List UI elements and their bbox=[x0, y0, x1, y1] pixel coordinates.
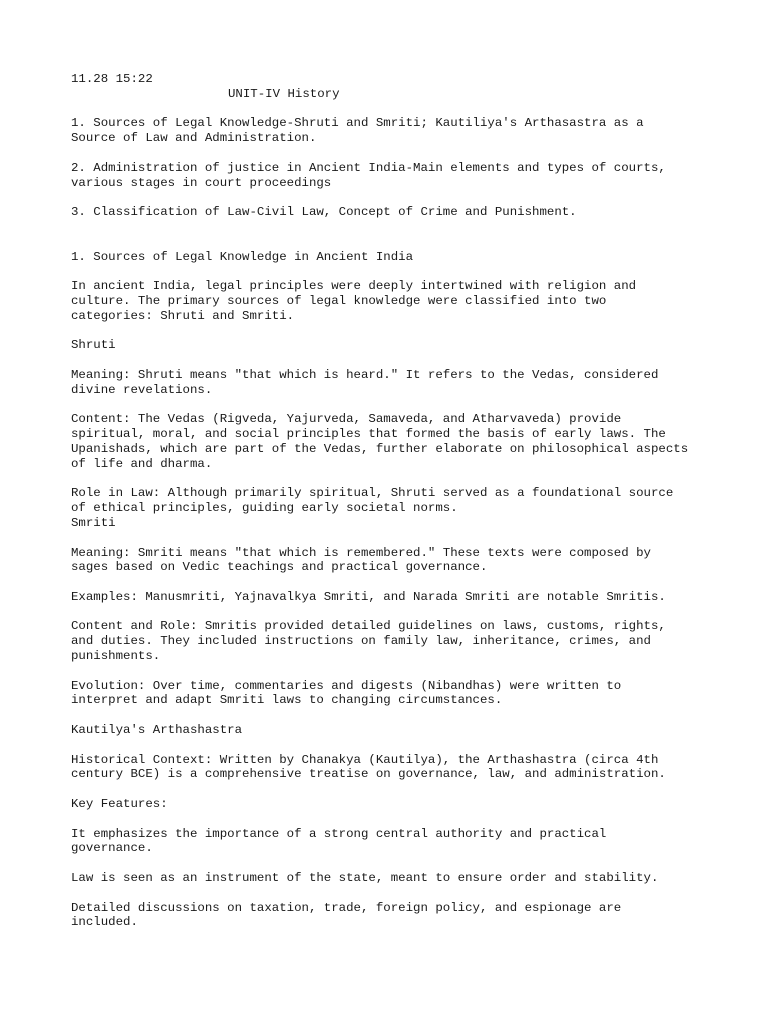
syllabus-item bbox=[71, 161, 711, 191]
text-line: Upanishads, which are part of the Vedas, further elaborate on philosophical aspects bbox=[71, 441, 689, 456]
smriti-content-role-paragraph bbox=[71, 619, 711, 663]
section-heading: 1. Sources of Legal Knowledge in Ancient India bbox=[71, 249, 414, 264]
text-line: of ethical principles, guiding early societal norms. bbox=[71, 501, 458, 516]
shruti-role-paragraph bbox=[71, 486, 711, 516]
feature-paragraph bbox=[71, 901, 711, 931]
text-line: sages based on Vedic teachings and practical governance. bbox=[71, 560, 488, 575]
text-line: spiritual, moral, and social principles that formed the basis of early laws. The bbox=[71, 427, 666, 442]
text-line: Detailed discussions on taxation, trade, foreign policy, and espionage are bbox=[71, 900, 622, 915]
text-line: culture. The primary sources of legal knowledge were classified into two bbox=[71, 293, 607, 308]
text-line: divine revelations. bbox=[71, 382, 213, 397]
smriti-meaning-paragraph bbox=[71, 546, 711, 576]
feature-paragraph bbox=[71, 871, 711, 886]
document-title: UNIT-IV History bbox=[228, 86, 340, 101]
shruti-meaning-paragraph bbox=[71, 368, 711, 398]
text-line: 1. Sources of Legal Knowledge-Shruti and Smriti; Kautiliya's Arthasastra as a bbox=[71, 116, 644, 131]
text-line: punishments. bbox=[71, 649, 161, 664]
text-line: Meaning: Shruti means "that which is heard." It refers to the Vedas, considered bbox=[71, 367, 659, 382]
text-line: Content: The Vedas (Rigveda, Yajurveda, Samaveda, and Atharvaveda) provide bbox=[71, 412, 622, 427]
text-line: various stages in court proceedings bbox=[71, 175, 332, 190]
text-line: Law is seen as an instrument of the state, meant to ensure order and stability. bbox=[71, 871, 659, 886]
text-line: Historical Context: Written by Chanakya (Kautilya), the Arthashastra (circa 4th bbox=[71, 752, 659, 767]
subsection-heading-shruti: Shruti bbox=[71, 338, 116, 353]
text-line: 2. Administration of justice in Ancient India-Main elements and types of courts, bbox=[71, 160, 666, 175]
text-line: Examples: Manusmriti, Yajnavalkya Smriti, and Narada Smriti are notable Smritis. bbox=[71, 589, 666, 604]
text-line: Source of Law and Administration. bbox=[71, 131, 317, 146]
text-line: interpret and adapt Smriti laws to changing circumstances. bbox=[71, 693, 503, 708]
text-line: It emphasizes the importance of a strong central authority and practical bbox=[71, 826, 607, 841]
text-line: In ancient India, legal principles were deeply intertwined with religion and bbox=[71, 279, 637, 294]
text-line: categories: Shruti and Smriti. bbox=[71, 308, 295, 323]
arthashastra-context-paragraph bbox=[71, 753, 711, 783]
syllabus-item bbox=[71, 205, 711, 220]
text-line: governance. bbox=[71, 841, 153, 856]
feature-paragraph bbox=[71, 827, 711, 857]
text-line: Role in Law: Although primarily spiritual, Shruti served as a foundational source bbox=[71, 486, 674, 501]
key-features-heading: Key Features: bbox=[71, 797, 168, 812]
subsection-heading-smriti: Smriti bbox=[71, 515, 116, 530]
text-line: included. bbox=[71, 915, 138, 930]
syllabus-item bbox=[71, 116, 711, 146]
smriti-evolution-paragraph bbox=[71, 679, 711, 709]
text-line: Content and Role: Smritis provided detailed guidelines on laws, customs, rights, bbox=[71, 619, 666, 634]
subsection-heading-arthashastra: Kautilya's Arthashastra bbox=[71, 723, 243, 738]
text-line: and duties. They included instructions on family law, inheritance, crimes, and bbox=[71, 634, 651, 649]
text-line: 3. Classification of Law-Civil Law, Concept of Crime and Punishment. bbox=[71, 205, 577, 220]
intro-paragraph bbox=[71, 279, 711, 323]
text-line: of life and dharma. bbox=[71, 456, 213, 471]
shruti-content-paragraph bbox=[71, 412, 711, 471]
timestamp: 11.28 15:22 bbox=[71, 72, 153, 86]
smriti-examples-paragraph bbox=[71, 590, 711, 605]
text-line: Evolution: Over time, commentaries and digests (Nibandhas) were written to bbox=[71, 678, 622, 693]
text-line: century BCE) is a comprehensive treatise on governance, law, and administration. bbox=[71, 767, 666, 782]
text-line: Meaning: Smriti means "that which is remembered." These texts were composed by bbox=[71, 545, 651, 560]
document-page bbox=[71, 72, 711, 930]
